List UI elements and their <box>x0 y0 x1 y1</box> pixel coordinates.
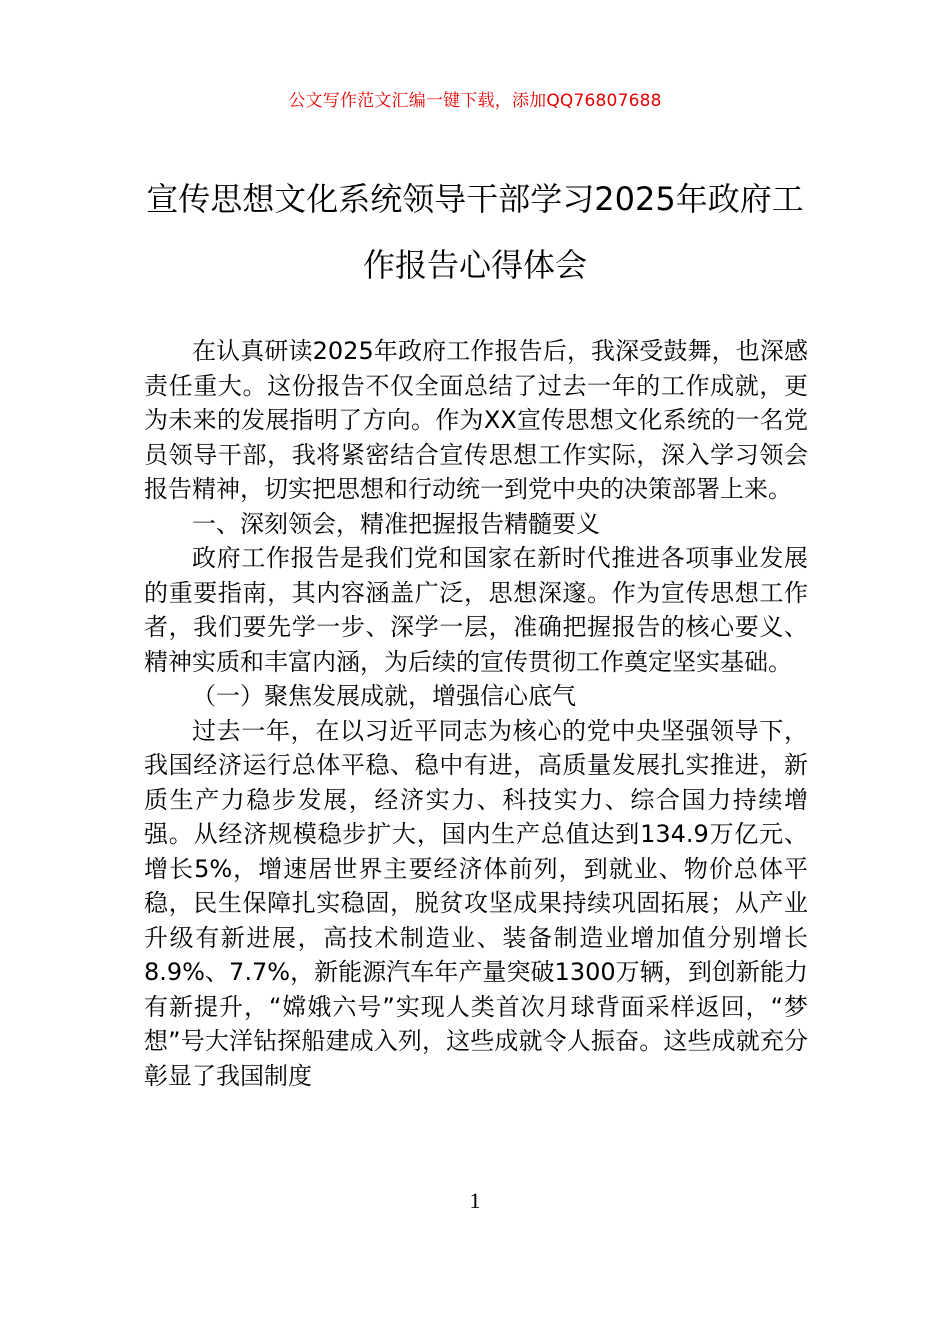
section-paragraph: 政府工作报告是我们党和国家在新时代推进各项事业发展的重要指南，其内容涵盖广泛，思想深邃。作为宣传思想工作者，我们要先学一步、深学一层，准确把握报告的核心要义、精神实质和丰富内涵，为后续的宣传贯彻工作奠定坚实基础。 <box>144 544 808 676</box>
section-heading-1: 一、深刻领会，精准把握报告精髓要义 <box>192 509 600 538</box>
document-title: 宣传思想文化系统领导干部学习2025年政府工作报告心得体会 <box>146 180 804 284</box>
subsection-heading-1: （一）聚焦发展成就，增强信心底气 <box>192 682 576 710</box>
subsection-paragraph: 过去一年，在以习近平同志为核心的党中央坚强领导下，我国经济运行总体平稳、稳中有进，高质量发展扎实推进，新质生产力稳步发展，经济实力、科技实力、综合国力持续增强。从经济规模稳步扩大，国内生产总值达到134.9万亿元、增长5%，增速居世界主要经济体前列，到就业、物价总体平稳，民生保障扎实稳固，脱贫攻坚成果持续巩固拓展；从产业升级有新进展，高技术制造业、装备制造业增加值分别增长8.9%、7.7%，新能源汽车年产量突破1300万辆，到创新能力有新提升，“嫦娥六号”实现人类首次月球背面采样返回，“梦想”号大洋钻探船建成入列，这些成就令人振奋。这些成就充分彰显了我国制度 <box>144 716 808 1090</box>
download-note: 公文写作范文汇编一键下载，添加QQ76807688 <box>288 91 662 111</box>
page-number: 1 <box>469 1188 481 1213</box>
intro-paragraph: 在认真研读2025年政府工作报告后，我深受鼓舞，也深感责任重大。这份报告不仅全面总结了过去一年的工作成就，更为未来的发展指明了方向。作为XX宣传思想文化系统的一名党员领导干部，我将紧密结合宣传思想工作实际，深入学习领会报告精神，切实把思想和行动统一到党中央的决策部署上来。 <box>144 337 808 503</box>
document-body <box>144 334 808 1093</box>
